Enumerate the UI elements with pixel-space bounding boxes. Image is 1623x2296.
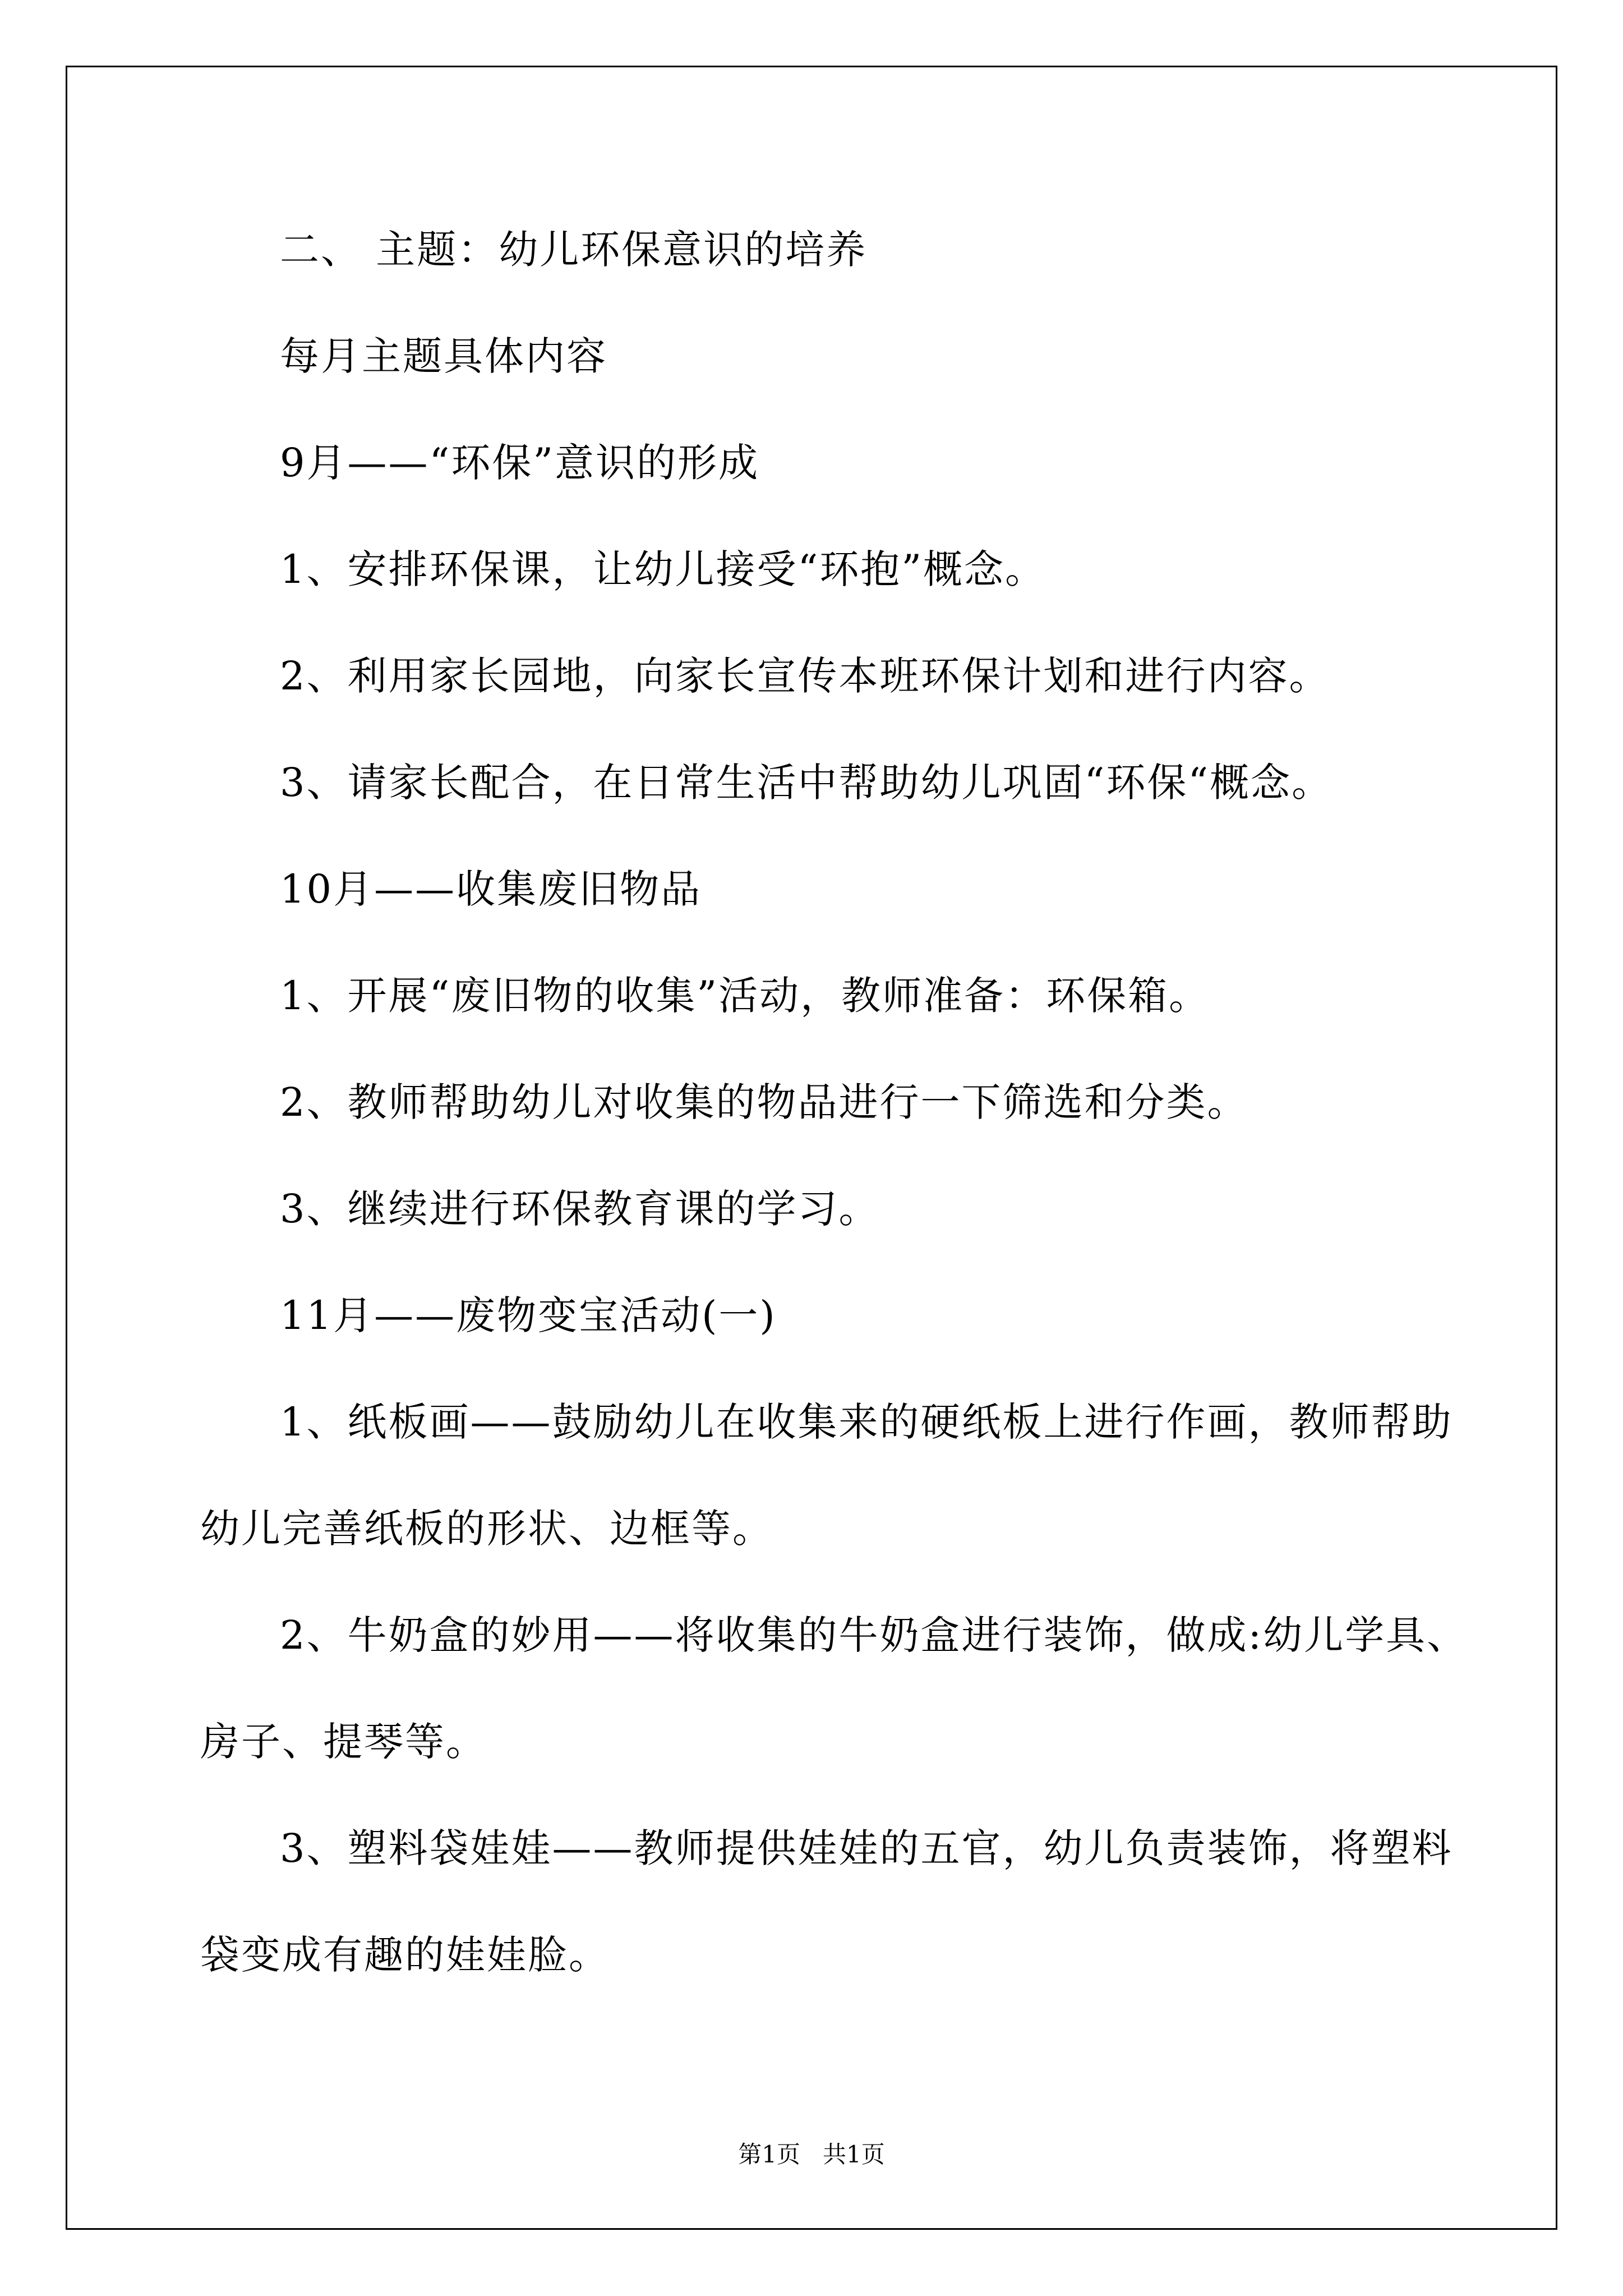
page-footer: 第1页 共1页 [738, 2141, 885, 2168]
list-item: 3、塑料袋娃娃——教师提供娃娃的五官，幼儿负责装饰，将塑料 [280, 1825, 1453, 1871]
list-item: 2、利用家长园地，向家长宣传本班环保计划和进行内容。 [280, 653, 1330, 699]
month-heading-october: 10月——收集废旧物品 [280, 866, 702, 912]
list-item: 3、继续进行环保教育课的学习。 [280, 1186, 880, 1232]
list-item: 2、教师帮助幼儿对收集的物品进行一下筛选和分类。 [280, 1079, 1248, 1125]
list-item: 1、开展“废旧物的收集”活动，教师准备：环保箱。 [280, 973, 1210, 1019]
list-item: 2、牛奶盒的妙用——将收集的牛奶盒进行装饰，做成:幼儿学具、 [280, 1612, 1468, 1658]
subheading-monthly-content: 每月主题具体内容 [280, 333, 607, 379]
list-item: 1、纸板画——鼓励幼儿在收集来的硬纸板上进行作画，教师帮助 [280, 1399, 1453, 1445]
list-item: 1、安排环保课，让幼儿接受“环抱”概念。 [280, 546, 1046, 592]
list-item-continuation: 袋变成有趣的娃娃脸。 [200, 1932, 610, 1978]
section-heading: 二、 主题：幼儿环保意识的培养 [280, 227, 868, 273]
list-item: 3、请家长配合，在日常生活中帮助幼儿巩固“环保“概念。 [280, 760, 1333, 806]
list-item-continuation: 幼儿完善纸板的形状、边框等。 [200, 1506, 773, 1552]
page-border [66, 66, 1557, 2230]
month-heading-november: 11月——废物变宝活动(一) [280, 1292, 777, 1338]
list-item-continuation: 房子、提琴等。 [200, 1719, 487, 1765]
month-heading-september: 9月——“环保”意识的形成 [280, 440, 760, 486]
